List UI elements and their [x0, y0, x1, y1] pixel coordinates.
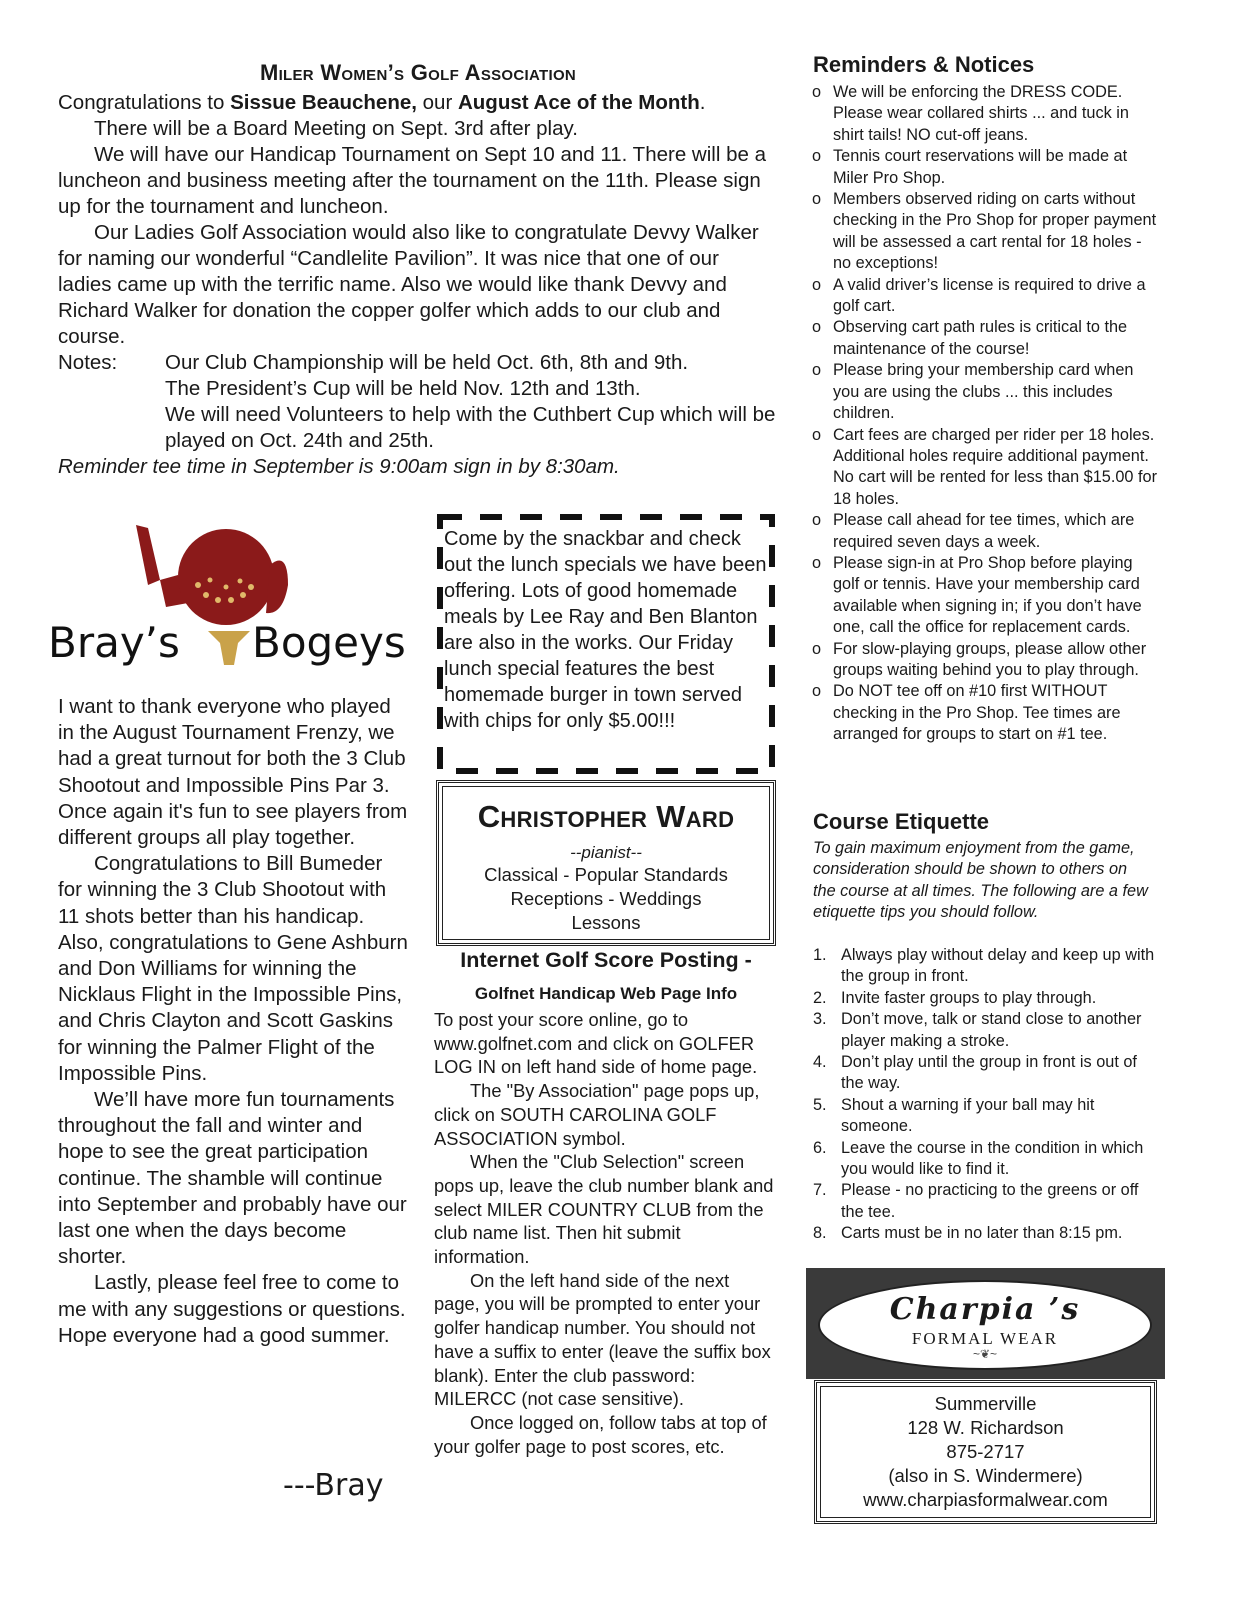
- reminder-item: o Observing cart path rules is critical to the maintenance of the course!: [812, 317, 1162, 360]
- award-name: August Ace of the Month: [457, 91, 700, 114]
- etiquette-title: Course Etiquette: [813, 809, 990, 834]
- logo-right-text: Bogeys: [252, 618, 406, 667]
- bray-signature: ---Bray: [283, 1468, 384, 1503]
- golf-posting-title: Internet Golf Score Posting -: [460, 948, 752, 972]
- charpias-line: (also in S. Windermere): [888, 1465, 1083, 1486]
- pianist-name: Christopher Ward: [477, 799, 735, 834]
- notes-label: Notes:: [58, 351, 118, 374]
- reminder-item: o Members observed riding on carts without checking in the Pro Shop for proper payment will be assessed a cart rental for 18 holes - no exceptions!: [812, 189, 1162, 275]
- reminders-list: [812, 82, 1162, 746]
- charpias-logo: [818, 1280, 1152, 1370]
- pianist-line: Receptions - Weddings: [510, 888, 702, 909]
- item-text: Don’t play until the group in front is out of the way.: [841, 1053, 1137, 1093]
- item-text: Leave the course in the condition in which you would like to find it.: [841, 1138, 1144, 1179]
- item-text: Carts must be in no later than 8:15 pm.: [841, 1224, 1123, 1243]
- pianist-ad: [436, 780, 776, 946]
- posting-p3: When the "Club Selection" screen pops up, leave the club number blank and select MILER COUNTRY CLUB from the club name list. Then hit submit information.: [434, 1151, 774, 1268]
- posting-p5: Once logged on, follow tabs at top of your golfer page to post scores, etc.: [434, 1411, 767, 1457]
- reminder-item: o Please bring your membership card when you are using the clubs ... this includes children.: [812, 360, 1162, 424]
- pianist-role: --pianist--: [570, 843, 642, 862]
- reminders-title: Reminders & Notices: [813, 52, 1035, 77]
- bray-p1: I want to thank everyone who played in the August Tournament Frenzy, we had a great turnout for both the 3 Club Shootout and Impossible Pins Par 3. Once again it's fun to see players from different groups all play together.: [58, 695, 408, 850]
- charpias-subtitle: FORMAL WEAR: [911, 1329, 1059, 1348]
- bray-p2: Congratulations to Bill Bumeder for winning the 3 Club Shootout with 11 shots better than his handicap. Also, congratulations to Gene Ashburn and Don Williams for winning the Nicklaus Flight in the Impossible Pins, and Chris Clayton and Scott Gaskins for winning the Palmer Flight of the Impossible Pins.: [58, 852, 408, 1085]
- etiquette-item: [813, 1052, 1158, 1095]
- item-number: 5.: [813, 1095, 827, 1114]
- snackbar-text: Come by the snackbar and check out the lunch specials we have been offering. Lots of good homemade meals by Lee Ray and Ben Blanton are also in the works. Our Friday lunch special features the best homemade burger in town served with chips for only $5.00!!!: [444, 528, 767, 732]
- golf-posting-subtitle: Golfnet Handicap Web Page Info: [474, 984, 738, 1003]
- reminder-item: o Tennis court reservations will be made at Miler Pro Shop.: [812, 146, 1162, 189]
- miler-p2: There will be a Board Meeting on Sept. 3rd after play.: [94, 117, 578, 140]
- etiquette-item: [813, 1095, 1158, 1138]
- reminder-item: o Cart fees are charged per rider per 18 holes. Additional holes require additional payment. No cart will be rented for less than $15.00 for 18 holes.: [812, 425, 1162, 511]
- miler-p1: [58, 90, 778, 116]
- item-number: 3.: [813, 1010, 827, 1029]
- golf-posting-body: [434, 1008, 779, 1458]
- reminder-item: o For slow-playing groups, please allow other groups waiting behind you to play through.: [812, 639, 1162, 682]
- winner-name: Sissue Beauchene,: [230, 91, 417, 114]
- charpias-line: Summerville: [934, 1393, 1037, 1414]
- etiquette-item: [813, 1138, 1158, 1181]
- etiquette-item: [813, 1180, 1158, 1223]
- item-text: Invite faster groups to play through.: [841, 988, 1097, 1007]
- pianist-line: Classical - Popular Standards: [484, 864, 728, 885]
- miler-title: Miler Women’s Golf Association: [259, 60, 577, 85]
- reminder-item: o Please sign-in at Pro Shop before playing golf or tennis. Have your membership card available when signing in; if you don’t have one, call the office for replacement cards.: [812, 553, 1162, 639]
- reminder-item: o A valid driver’s license is required to drive a golf cart.: [812, 275, 1162, 318]
- posting-p2: The "By Association" page pops up, click on SOUTH CAROLINA GOLF ASSOCIATION symbol.: [434, 1080, 760, 1149]
- text: Congratulations to: [58, 91, 231, 114]
- etiquette-item: [813, 1223, 1158, 1244]
- text: .: [699, 91, 706, 114]
- item-text: Shout a warning if your ball may hit someone.: [841, 1095, 1095, 1136]
- etiquette-intro: To gain maximum enjoyment from the game, consideration should be shown to others on the course at all times. The following are a few etiquette tips you should follow.: [813, 839, 1148, 922]
- reminder-item: o Do NOT tee off on #10 first WITHOUT checking in the Pro Shop. Tee times are arranged for groups to start on #1 tee.: [812, 681, 1162, 745]
- charpias-info: [814, 1380, 1157, 1524]
- posting-p4: On the left hand side of the next page, you will be prompted to enter your golfer handicap number. You should not have a suffix to enter (leave the suffix box blank). Enter the club password: MILERCC (not case sensitive).: [434, 1269, 771, 1410]
- text: our: [416, 91, 458, 114]
- charpias-line: 128 W. Richardson: [907, 1417, 1064, 1438]
- charpias-line: 875-2717: [946, 1441, 1025, 1462]
- posting-p1: To post your score online, go to www.golfnet.com and click on GOLFER LOG IN on left hand side of home page.: [434, 1009, 758, 1078]
- charpias-name: Charpia ’s: [889, 1292, 1081, 1327]
- item-text: Don’t move, talk or stand close to another player making a stroke.: [841, 1010, 1142, 1050]
- note-item: The President’s Cup will be held Nov. 12th and 13th.: [165, 377, 641, 400]
- item-number: 2.: [813, 988, 827, 1007]
- item-number: 7.: [813, 1181, 827, 1200]
- etiquette-item: [813, 945, 1158, 988]
- miler-p4: Our Ladies Golf Association would also like to congratulate Devvy Walker for naming our wonderful “Candlelite Pavilion”. It was nice that one of our ladies came up with the terrific name. Also we would like thank Devvy and Richard Walker for donation the copper golfer which adds to our club and course.: [58, 221, 759, 348]
- miler-p3: We will have our Handicap Tournament on Sept 10 and 11. There will be a luncheon and business meeting after the tournament on the 11th. Please sign up for the tournament and luncheon.: [58, 143, 766, 218]
- item-text: Always play without delay and keep up with the group in front.: [841, 946, 1155, 986]
- pianist-line: Lessons: [571, 912, 641, 933]
- item-number: 4.: [813, 1053, 827, 1072]
- bray-p4: Lastly, please feel free to come to me with any suggestions or questions. Hope everyone had a good summer.: [58, 1271, 406, 1347]
- miler-section: [58, 60, 778, 480]
- brays-bogeys-logo: [48, 525, 408, 690]
- brays-bogeys-article: [58, 694, 408, 1349]
- item-number: 1.: [813, 946, 827, 964]
- golf-ball-logo-icon: [48, 525, 408, 690]
- note-item: Our Club Championship will be held Oct. 6th, 8th and 9th.: [165, 351, 689, 374]
- etiquette-item: [813, 988, 1158, 1009]
- miler-notes: [58, 350, 778, 454]
- etiquette-list: [813, 945, 1158, 1245]
- item-number: 6.: [813, 1138, 827, 1157]
- charpias-website: www.charpiasformalwear.com: [863, 1489, 1108, 1510]
- tee-time-reminder: Reminder tee time in September is 9:00am sign in by 8:30am.: [58, 455, 620, 478]
- reminder-item: o Please call ahead for tee times, which are required seven days a week.: [812, 510, 1162, 553]
- item-text: Please - no practicing to the greens or off the tee.: [841, 1181, 1139, 1221]
- ornament-icon: ~❦~: [972, 1347, 998, 1361]
- bray-p3: We’ll have more fun tournaments throughout the fall and winter and hope to see the great participation continue. The shamble will continue into September and probably have our last one when the days become shorter.: [58, 1088, 407, 1269]
- reminder-item: o We will be enforcing the DRESS CODE. Please wear collared shirts ... and tuck in shirt tails! NO cut-off jeans.: [812, 82, 1162, 146]
- item-number: 8.: [813, 1224, 827, 1243]
- etiquette-item: [813, 1009, 1158, 1052]
- logo-left-text: Bray’s: [48, 618, 180, 667]
- notes-body: [165, 350, 778, 454]
- note-item: We will need Volunteers to help with the Cuthbert Cup which will be played on Oct. 24th and 25th.: [165, 403, 776, 452]
